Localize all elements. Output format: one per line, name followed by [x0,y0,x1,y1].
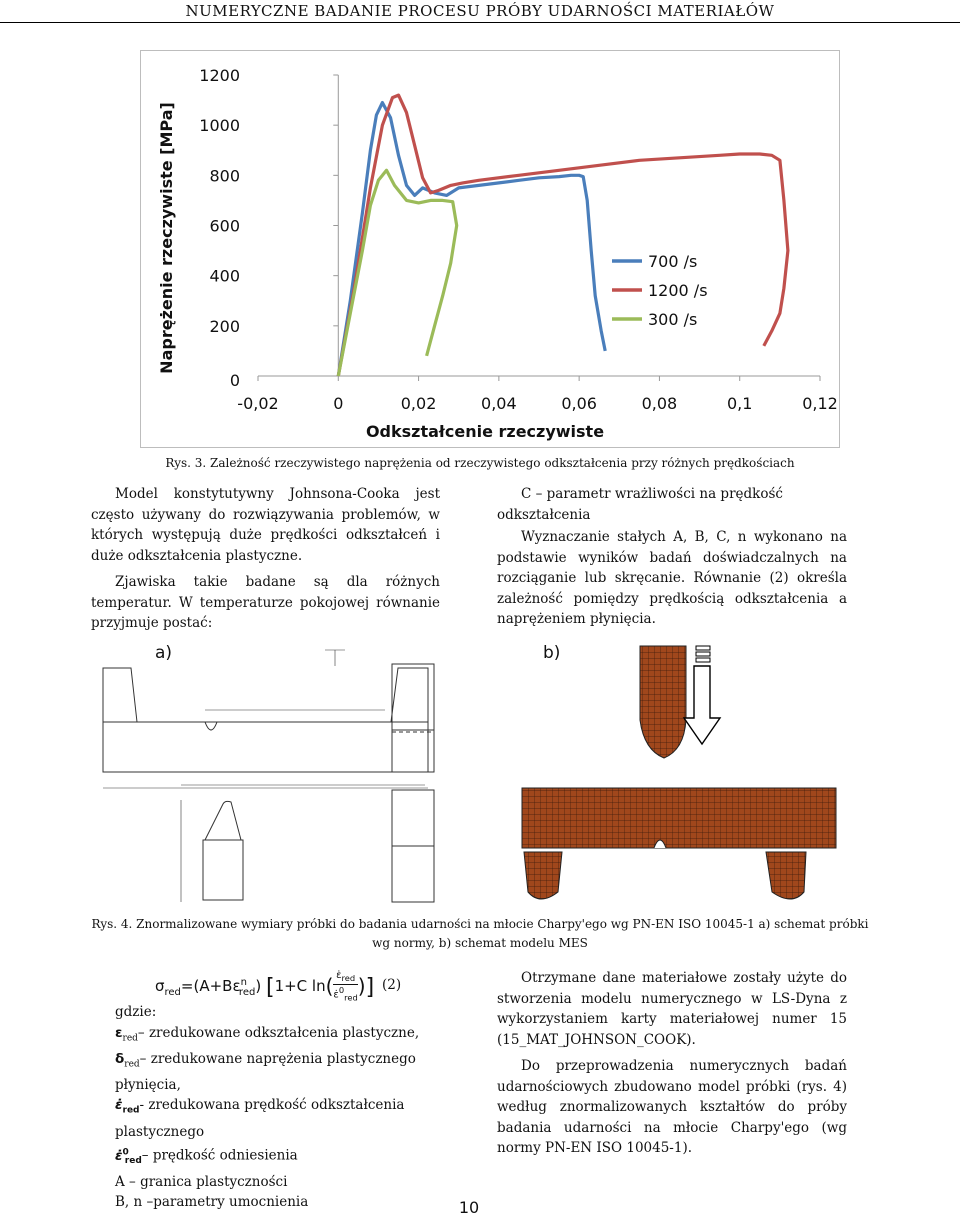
stress-strain-chart [140,50,840,448]
fem-specimen [522,788,836,848]
x-tick-label: -0,02 [237,394,279,413]
right-paragraph-2: Wyznaczanie stałych A, B, C, n wykonano na podstawie wyników badań doświadczalnych na rozciąganie lub skręcanie. Równanie (2) określa zależność pomiędzy prędkością odkształcenia a naprężeniem płynięcia. [497,529,847,627]
left-paragraph-2: Zjawiska takie badane są dla różnych temperatur. W temperaturze pokojowej równanie przyjmuje postać: [91,574,440,631]
left-support [103,668,137,722]
left-column [91,484,440,640]
figure3-caption: Rys. 3. Zależność rzeczywistego naprężenia od rzeczywistego odkształcenia przy różnych prędkościach [165,456,795,470]
definition-A: A – granica plastyczności [115,1173,288,1190]
x-tick-label: 0,04 [481,394,517,413]
right-paragraph-1: C – parametr wrażliwości na prędkość odkształcenia [497,486,783,523]
definition-epsdot-red: $\varepsiloṅ_{red}-$ zredukowana prędkość odkształcenia plastycznego [115,1097,405,1140]
right-support [391,668,428,722]
equation: $\sigma_{red}=(A+B\varepsilon^n_{red})$ [1+C ln( $\varepsiloṅ_{red}$ ε̇$^0_{red}$ )] [155,970,375,1003]
definition-B-n: B, n –parametry umocnienia [115,1194,309,1211]
fem-striker [640,646,686,758]
x-tick-label: 0,1 [726,394,753,413]
header-divider [0,22,960,23]
x-tick-label: 0,02 [400,394,437,413]
definition-delta-red: $\delta_{red}-$ zredukowane naprężenia plastycznego płynięcia, [115,1050,416,1093]
fem-left-support [524,852,562,899]
figure4b-label: b) [543,643,561,663]
figure4-caption-line2: wg normy, b) schemat modelu MES [372,936,588,950]
left-paragraph-1: Model konstytutywny Johnsona-Cooka jest często używany do rozwiązywania problemów, w których występują duże prędkości odkształceń i duże odkształcenia plastyczne. [91,486,440,564]
symbol-definitions [91,1002,440,1213]
figure4-caption [60,915,900,953]
y-tick-label: 1200 [199,66,240,85]
x-tick-label: 0,12 [802,394,838,413]
x-tick-label: 0,06 [561,394,597,413]
y-tick-label: 1000 [199,116,240,136]
legend-label-0: 700 /s [648,252,698,271]
x-tick-label: 0 [333,394,344,413]
figure4-caption-line1: Rys. 4. Znormalizowane wymiary próbki do badania udarności na młocie Charpy'ego wg PN-EN ISO 10045-1 a) schemat próbki [91,917,869,931]
bottom-right-paragraph-2: Do przeprowadzenia numerycznych badań udarnościowych zbudowano model próbki (rys. 4) według znormalizowanych kształtów do próby badania udarności na młocie Charpy'ego (wg normy PN-EN ISO 10045-1). [497,1058,847,1156]
chart-frame [141,51,840,448]
equation-number: (2) [382,977,402,993]
specimen-technical-drawing [85,640,455,910]
specimen-outline [103,722,428,772]
y-tick-label: 0 [229,371,240,390]
fem-right-support [766,852,806,899]
y-tick-label: 200 [209,316,240,336]
x-tick-label: 0,08 [641,394,678,413]
definition-eps-red: $\varepsilon_{red}-$ zredukowane odkształcenia plastyczne, [115,1024,420,1044]
y-tick-label: 600 [209,216,240,236]
y-tick-label: 400 [209,266,240,286]
bottom-right-paragraph-1: Otrzymane dane materiałowe zostały użyte do stworzenia modelu numerycznego w LS-Dyna z wykorzystaniem karty materiałowej numer 15 (15_MAT_JOHNSON_COOK). [497,970,847,1048]
arrow-down-icon [684,666,720,744]
bottom-right-column [497,968,847,1165]
definition-epsdot0: ε̇$^0_{red}$– prędkość odniesienia [115,1147,298,1167]
y-axis-label: Naprężenie rzeczywiste [MPa] [157,102,176,374]
legend-label-1: 1200 /s [648,281,708,300]
fem-model-drawing [510,640,850,908]
figure4a-label: a) [155,643,173,663]
right-column [497,484,847,636]
where-label: gdzie: [115,1004,157,1020]
legend-label-2: 300 /s [648,310,698,329]
running-header: NUMERYCZNE BADANIE PROCESU PRÓBY UDARNOŚCI MATERIAŁÓW [185,2,775,20]
y-tick-label: 800 [209,166,240,186]
page-number: 10 [458,1198,480,1217]
striker-tip [205,801,241,840]
x-axis-label: Odkształcenie rzeczywiste [365,422,605,441]
